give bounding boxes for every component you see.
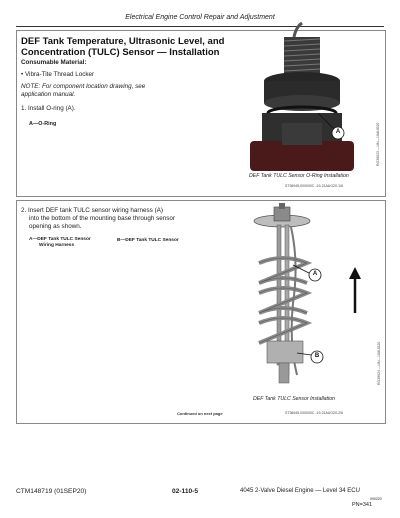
section-title-line-2: Concentration (TULC) Sensor — Installation xyxy=(21,47,220,58)
note-text: For component location drawing, see xyxy=(40,83,146,90)
callout-2-b: B xyxy=(314,353,320,359)
legend-2-a-line-2: Wiring Harness xyxy=(39,243,75,248)
consumable-heading: Consumable Material: xyxy=(21,59,87,66)
harness-figure xyxy=(227,203,377,393)
figure-2-side-code: RG38624 —UN—18AUG20 xyxy=(377,341,381,385)
figure-1-side-code: RG38623 —UN—18AUG20 xyxy=(376,122,380,166)
legend-a: A—O-Ring xyxy=(29,121,57,127)
figure-1-code: ST36945,000000C -19-21AUG20-1/6 xyxy=(285,184,343,188)
note-label: NOTE: xyxy=(21,83,41,90)
callout-a: A xyxy=(335,129,341,135)
small-code: 090220 xyxy=(370,497,382,501)
step-2-panel xyxy=(16,200,386,424)
step-2-line-2: into the bottom of the mounting base through sensor xyxy=(29,215,175,222)
manual-title: 4045 2-Valve Diesel Engine — Level 34 ECU xyxy=(240,488,360,494)
section-title-line-1: DEF Tank Temperature, Ultrasonic Level, and xyxy=(21,36,225,47)
note xyxy=(21,83,211,99)
header-divider xyxy=(16,26,384,27)
figure-2-caption: DEF Tank TULC Sensor Installation xyxy=(253,396,335,402)
page-number: PN=341 xyxy=(352,502,373,508)
step-2-line-1: 2. Insert DEF tank TULC sensor wiring harness (A) xyxy=(21,207,163,214)
step-2-line-3: opening as shown. xyxy=(29,223,82,230)
figure-2-code: ST36945,000000C -19-21AUG20-2/6 xyxy=(285,411,343,415)
doc-id: CTM148719 (01SEP20) xyxy=(16,488,87,495)
callout-2-a: A xyxy=(312,271,318,277)
figure-1-caption: DEF Tank TULC Sensor O-Ring Installation xyxy=(249,173,349,179)
legend-2-a-line-1: A—DEF Tank TULC Sensor xyxy=(29,237,91,242)
legend-2-a xyxy=(29,237,91,249)
legend-2-b: B—DEF Tank TULC Sensor xyxy=(117,238,179,243)
note-text-2: application manual. xyxy=(21,91,76,98)
consumable-item: • Vibra-Tite Thread Locker xyxy=(21,71,95,78)
step-2-text xyxy=(21,207,175,231)
step-1-text: 1. Install O-ring (A). xyxy=(21,105,76,112)
step-1-panel xyxy=(16,30,386,197)
page-header: Electrical Engine Control Repair and Adjustment xyxy=(125,14,275,21)
page-ref: 02-110-5 xyxy=(172,488,199,495)
oring-figure xyxy=(222,33,382,183)
section-title xyxy=(21,36,224,58)
continued-note: Continued on next page xyxy=(177,411,223,416)
